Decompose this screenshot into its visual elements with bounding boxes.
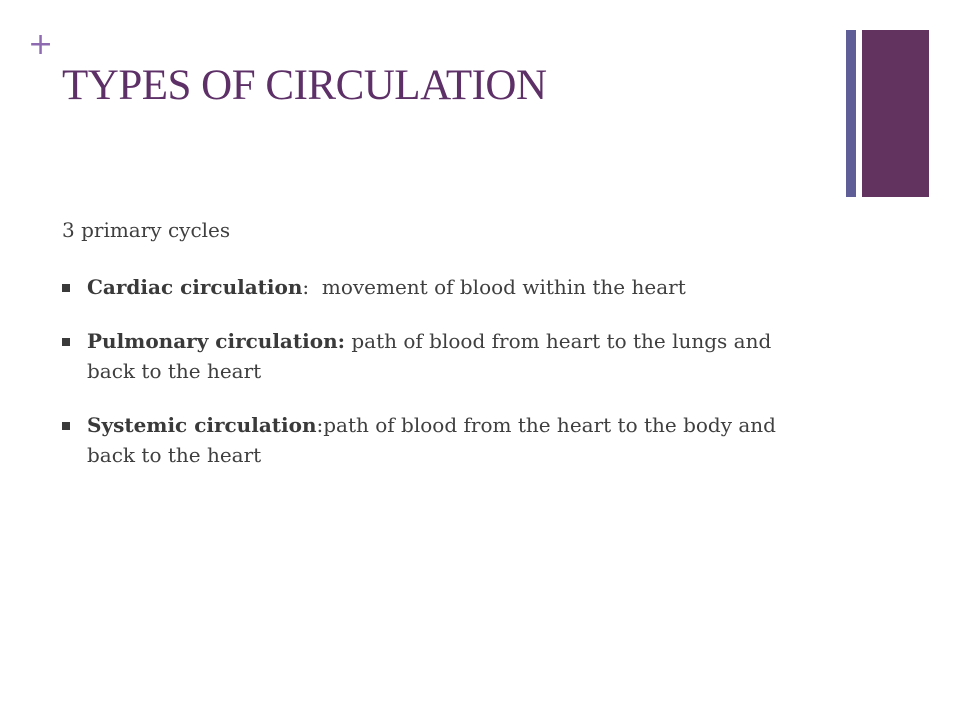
bullet-term: Pulmonary circulation: <box>87 329 345 353</box>
bullet-text: path of blood from the heart to the body and back to the heart <box>87 413 776 467</box>
bullet-list <box>62 272 822 470</box>
bullet-term: Cardiac circulation <box>87 275 303 299</box>
slide-title: TYPES OF CIRCULATION <box>62 62 547 109</box>
square-bullet-icon <box>62 284 70 292</box>
bullet-separator: : <box>316 413 324 437</box>
accent-bar-thin <box>846 30 856 197</box>
list-item <box>62 326 822 386</box>
bullet-term: Systemic circulation <box>87 413 317 437</box>
intro-text: 3 primary cycles <box>62 218 231 242</box>
bullet-text: movement of blood within the heart <box>321 275 686 299</box>
accent-bar-thick <box>862 30 929 197</box>
list-item <box>62 272 822 302</box>
square-bullet-icon <box>62 338 70 346</box>
list-item <box>62 410 822 470</box>
slide-body <box>62 215 822 494</box>
plus-icon: + <box>28 27 54 62</box>
bullet-text: path of blood from heart to the lungs and back to the heart <box>87 329 772 383</box>
square-bullet-icon <box>62 422 70 430</box>
bullet-separator: : <box>302 275 322 299</box>
